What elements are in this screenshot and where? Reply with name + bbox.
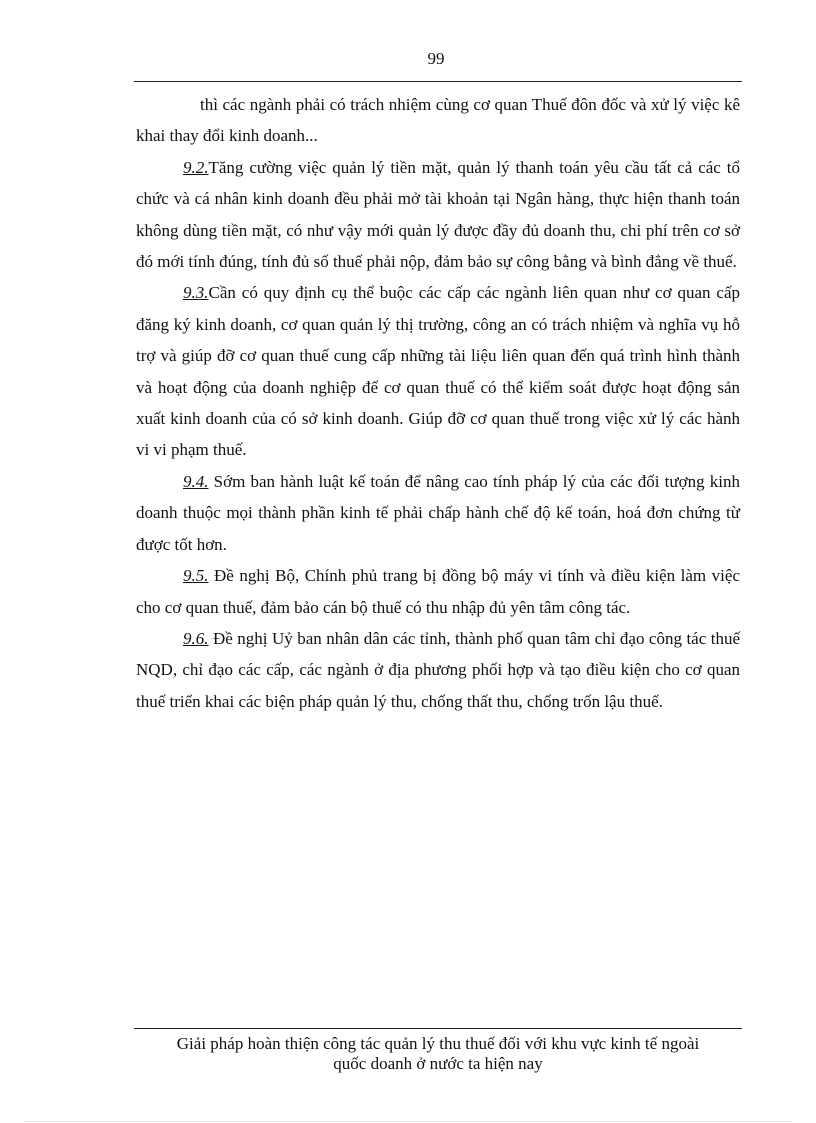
item-number: 9.5. xyxy=(183,566,209,586)
header-rule xyxy=(134,81,742,82)
body-text xyxy=(136,89,740,717)
footer xyxy=(134,1034,742,1074)
footer-line-1: Giải pháp hoàn thiện công tác quản lý thu thuế đối với khu vực kinh tế ngoài xyxy=(176,1034,700,1053)
footer-line-2: quốc doanh ở nước ta hiện nay xyxy=(333,1054,543,1073)
paragraph-9-2 xyxy=(136,152,740,278)
paragraph-text: Đề nghị Uỷ ban nhân dân các tỉnh, thành phố quan tâm chỉ đạo công tác thuế NQD, chỉ đạo các cấp, các ngành ở địa phương phối hợp và tạo điều kiện cho cơ quan thuế triển khai các biện pháp quản lý thu, chống thất thu, chống trốn lậu thuế. xyxy=(136,628,740,711)
paragraph-text: Đề nghị Bộ, Chính phủ trang bị đồng bộ máy vi tính và điều kiện làm việc cho cơ quan thuế, đảm bảo cán bộ thuế có thu nhập đủ yên tâm công tác. xyxy=(136,566,740,617)
page-edge-dots xyxy=(25,1121,791,1122)
item-number: 9.6. xyxy=(183,628,209,648)
paragraph-9-5 xyxy=(136,560,740,623)
paragraph-9-3 xyxy=(136,277,740,465)
paragraph-text: thì các ngành phải có trách nhiệm cùng cơ quan Thuế đôn đốc và xử lý việc kê khai thay đổi kinh doanh... xyxy=(136,95,740,146)
footer-rule xyxy=(134,1028,742,1029)
item-number: 9.4. xyxy=(183,471,209,491)
paragraph-9-4 xyxy=(136,466,740,560)
paragraph-continuation xyxy=(136,89,740,152)
paragraph-9-6 xyxy=(136,623,740,717)
paragraph-text: Cần có quy định cụ thể buộc các cấp các ngành liên quan như cơ quan cấp đăng ký kinh doanh, cơ quan quản lý thị trường, công an có trách nhiệm và nghĩa vụ hỗ trợ và giúp đỡ cơ quan thuế cung cấp những tài liệu liên quan đến quá trình hình thành và hoạt động của doanh nghiệp để cơ quan thuế có thể kiểm soát được hoạt động sản xuất kinh doanh của có sở kinh doanh. Giúp đỡ cơ quan thuế trong việc xử lý các hành vi vi phạm thuế. xyxy=(136,283,740,460)
paragraph-text: Sớm ban hành luật kế toán để nâng cao tính pháp lý của các đối tượng kinh doanh thuộc mọi thành phần kinh tế phải chấp hành chế độ kế toán, hoá đơn chứng từ được tốt hơn. xyxy=(136,471,740,554)
item-number: 9.2. xyxy=(183,157,209,177)
item-number: 9.3. xyxy=(183,283,209,303)
page-number: 99 xyxy=(427,49,445,68)
paragraph-text: Tăng cường việc quản lý tiền mặt, quản lý thanh toán yêu cầu tất cả các tổ chức và cá nhân kinh doanh đều phải mở tài khoản tại Ngân hàng, thực hiện thanh toán không dùng tiền mặt, có như vậy mới quản lý được đầy đủ doanh thu, chi phí trên cơ sở đó mới tính đúng, tính đủ số thuế phải nộp, đảm bảo sự công bằng và bình đẳng về thuế. xyxy=(136,157,740,272)
